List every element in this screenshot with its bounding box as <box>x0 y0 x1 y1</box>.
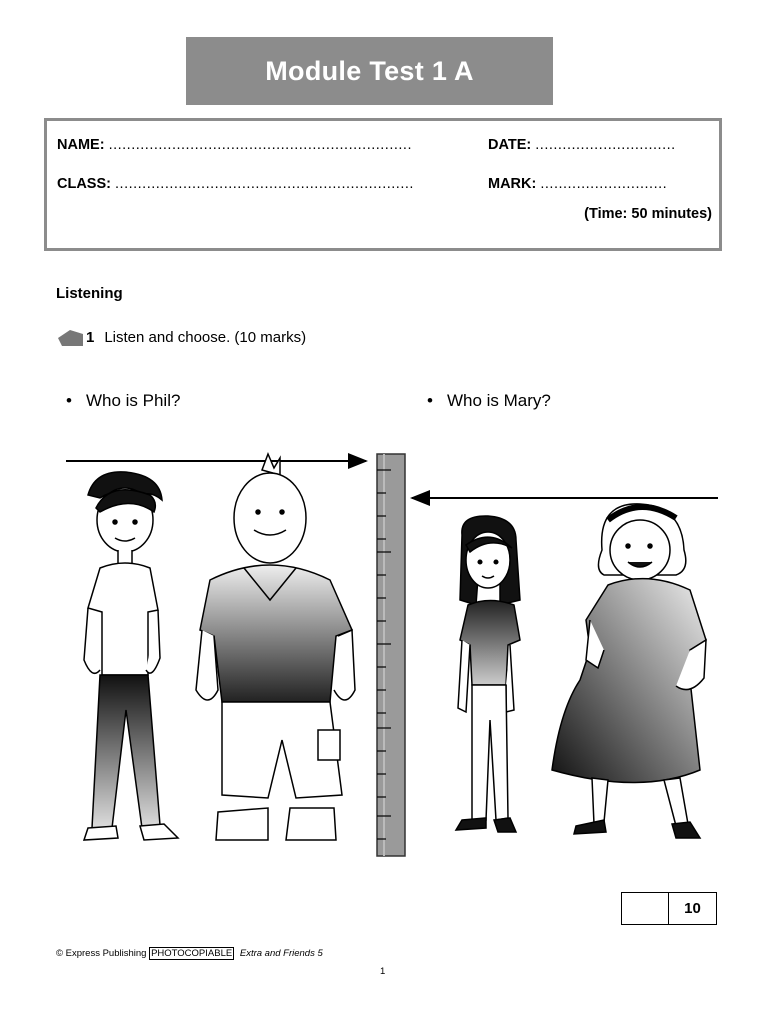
cd-audio-icon <box>56 328 84 346</box>
score-input-cell[interactable] <box>622 893 669 924</box>
class-row <box>57 176 414 192</box>
mark-row <box>488 176 667 192</box>
exercise-number: 1 <box>86 328 95 346</box>
question-text: Who is Mary? <box>446 391 551 410</box>
class-label: CLASS: <box>57 176 111 192</box>
footer <box>56 948 323 959</box>
question-mary <box>427 391 551 411</box>
photocopiable-label: PHOTOCOPIABLE <box>151 948 233 959</box>
class-field[interactable]: .................................................................. <box>115 176 414 192</box>
big-boy-figure <box>196 454 355 840</box>
title-banner <box>186 37 553 105</box>
mark-label: MARK: <box>488 176 537 192</box>
name-field[interactable]: ................................................................... <box>108 137 412 153</box>
publisher-credit: © Express Publishing <box>56 948 147 959</box>
height-illustration <box>0 440 770 860</box>
thin-boy-figure <box>84 472 178 840</box>
date-row <box>488 137 676 153</box>
score-total: 10 <box>684 900 701 917</box>
question-phil <box>66 391 180 411</box>
score-box <box>621 892 717 925</box>
question-text: Who is Phil? <box>85 391 181 410</box>
date-label: DATE: <box>488 137 532 153</box>
student-info-box <box>44 118 722 251</box>
date-field[interactable]: ............................... <box>535 137 676 153</box>
big-girl-figure <box>552 504 706 838</box>
name-label: NAME: <box>57 137 105 153</box>
bullet-marker: • <box>427 391 433 410</box>
exercise-instruction: Listen and choose. (10 marks) <box>104 328 307 346</box>
time-note: (Time: 50 minutes) <box>584 206 712 222</box>
section-heading: Listening <box>56 285 123 302</box>
name-row <box>57 137 412 153</box>
mark-field[interactable]: ............................ <box>540 176 668 192</box>
height-ruler <box>377 454 405 856</box>
bullet-marker: • <box>66 391 72 410</box>
thin-girl-figure <box>456 516 520 832</box>
page-title: Module Test 1 A <box>265 55 474 86</box>
page-number: 1 <box>380 966 386 977</box>
book-title: Extra and Friends 5 <box>239 948 323 959</box>
exercise-1 <box>56 328 306 346</box>
